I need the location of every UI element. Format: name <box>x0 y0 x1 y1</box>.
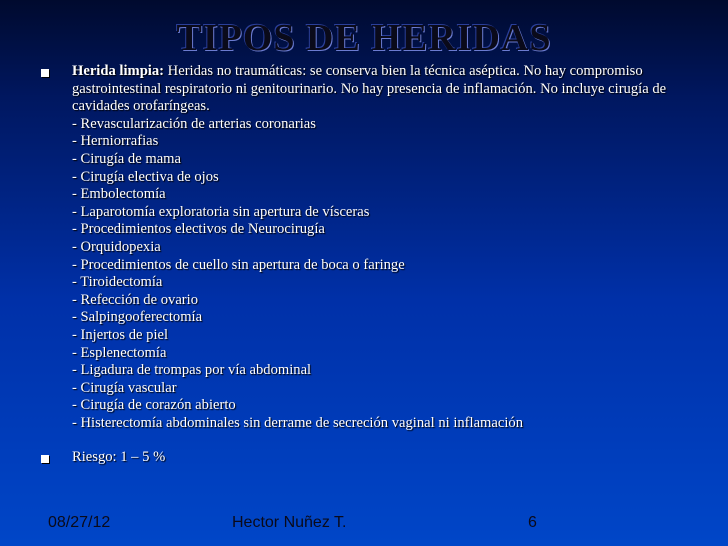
square-bullet-icon <box>41 69 49 77</box>
square-bullet-icon <box>41 455 49 463</box>
slide-content <box>40 63 680 467</box>
procedure-item: - Embolectomía <box>72 186 166 203</box>
bullet-clean-wound <box>40 63 680 432</box>
procedure-item: - Revascularización de arterias coronarias <box>72 115 316 132</box>
procedure-item: - Ligadura de trompas por vía abdominal <box>72 362 312 379</box>
procedure-item: - Procedimientos electivos de Neurocirugía <box>72 221 325 238</box>
procedure-item: - Cirugía vascular <box>72 379 177 396</box>
slide-title: TIPOS DE HERIDAS <box>176 17 552 59</box>
procedure-item: - Injertos de piel <box>72 326 169 343</box>
procedure-item: - Cirugía de corazón abierto <box>72 397 236 414</box>
procedure-item: - Cirugía electiva de ojos <box>72 168 219 185</box>
footer-date: 08/27/12 <box>48 514 111 531</box>
procedure-item: - Laparotomía exploratoria sin apertura de vísceras <box>72 203 370 220</box>
procedure-item: - Salpingooferectomía <box>72 309 203 326</box>
footer-author: Hector Nuñez T. <box>232 514 347 531</box>
procedure-item: - Histerectomía abdominales sin derrame de secreción vaginal ni inflamación <box>72 414 524 431</box>
risk-text: Riesgo: 1 – 5 % <box>72 449 166 466</box>
clean-wound-label: Herida limpia: <box>72 63 165 79</box>
clean-wound-description: Heridas no traumáticas: se conserva bien la técnica aséptica. No hay compromiso gastrointestinal respiratorio ni genitourinario. No hay presencia de inflamación. No incluye cirugía de cavidades orofaríngeas. <box>72 63 667 115</box>
procedure-item: - Refección de ovario <box>72 291 199 308</box>
procedure-list <box>72 116 680 433</box>
procedure-item: - Herniorrafias <box>72 133 159 150</box>
procedure-item: - Cirugía de mama <box>72 150 182 167</box>
bullet-risk <box>40 449 680 467</box>
footer-page-number: 6 <box>528 514 537 531</box>
procedure-item: - Procedimientos de cuello sin apertura de boca o faringe <box>72 256 405 273</box>
procedure-item: - Orquidopexia <box>72 238 161 255</box>
procedure-item: - Tiroidectomía <box>72 274 163 291</box>
procedure-item: - Esplenectomía <box>72 344 167 361</box>
